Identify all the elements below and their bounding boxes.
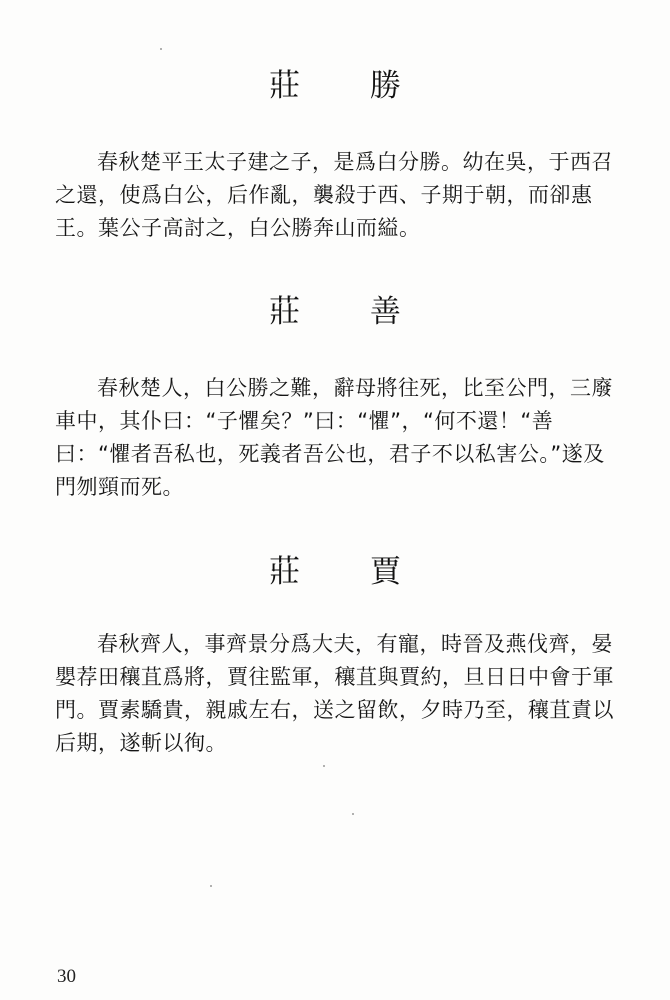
section-title-zhuang-jia: 莊 賈 xyxy=(269,554,431,590)
section-body-zhuang-jia: 春秋齊人，事齊景分爲大夫，有寵，時晉及燕伐齊，晏嬰荐田穰苴爲將，賈往監軍，穰苴與賈約，旦日日中會于軍門。賈素驕貴，親戚左右，送之留飲，夕時乃至，穰苴責以后期，遂斬以徇。 xyxy=(55,632,614,755)
section-body-zhuang-shan: 春秋楚人，白公勝之難，辭母將往死，比至公門，三廢車中，其仆曰：“子懼矣？”曰：“懼”，“何不還！“善曰：“懼者吾私也，死義者吾公也，君子不以私害公。”遂及門刎頸而死。 xyxy=(55,376,613,499)
scan-speck xyxy=(323,765,325,767)
page-number: 30 xyxy=(57,966,76,987)
section-title-zhuang-sheng: 莊 勝 xyxy=(269,68,431,104)
scan-speck xyxy=(210,885,212,887)
section-body-zhuang-sheng: 春秋楚平王太子建之子，是爲白分勝。幼在吳，于西召之還，使爲白公，后作亂，襲殺于西、子期于朝，而卻惠王。葉公子高討之，白公勝奔山而縊。 xyxy=(55,150,613,240)
scan-speck xyxy=(160,48,162,50)
section-title-zhuang-shan: 莊 善 xyxy=(269,294,431,330)
scan-speck xyxy=(352,813,354,815)
